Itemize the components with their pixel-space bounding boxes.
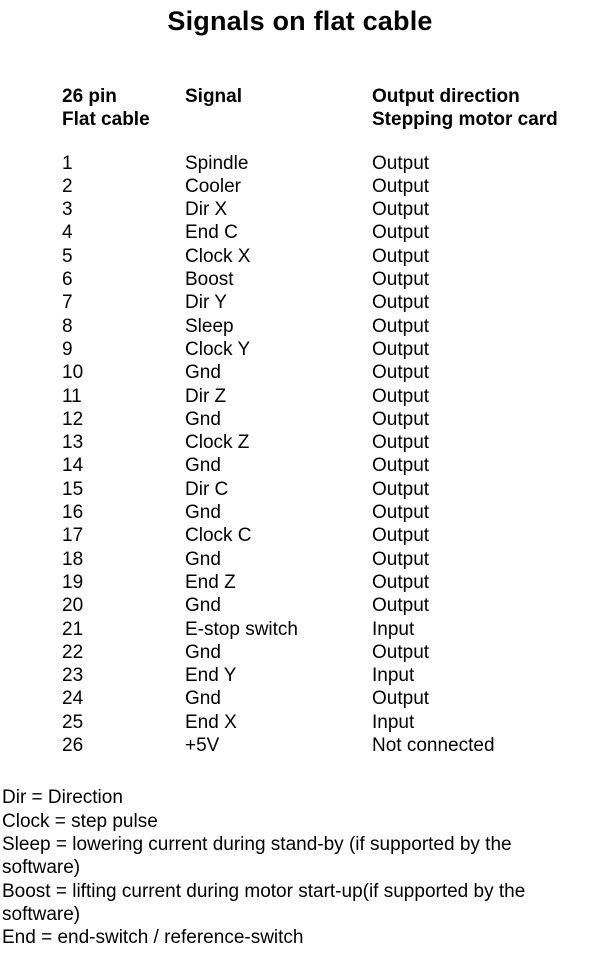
table-body bbox=[0, 152, 600, 758]
table-row bbox=[0, 408, 600, 431]
pin-number: 25 bbox=[62, 711, 84, 733]
direction-value: Output bbox=[372, 315, 430, 337]
legend-notes bbox=[0, 786, 600, 949]
direction-value: Output bbox=[372, 292, 430, 314]
signal-name: Clock Y bbox=[185, 338, 251, 360]
note-line: Boost = lifting current during motor start-up(if supported by the software) bbox=[2, 880, 526, 925]
signal-name: End Z bbox=[185, 571, 236, 593]
direction-value: Input bbox=[372, 711, 415, 733]
signal-name: End Y bbox=[185, 665, 237, 687]
table-row bbox=[0, 524, 600, 547]
pin-number: 3 bbox=[62, 199, 73, 221]
signal-name: Gnd bbox=[185, 455, 221, 477]
direction-value: Output bbox=[372, 641, 430, 663]
document-page bbox=[0, 6, 600, 957]
pin-number: 6 bbox=[62, 269, 73, 291]
table-row bbox=[0, 198, 600, 221]
note-line: Dir = Direction bbox=[2, 787, 123, 809]
direction-value: Output bbox=[372, 222, 430, 244]
header-pin-line1: 26 pin bbox=[62, 86, 117, 107]
direction-value: Output bbox=[372, 432, 430, 454]
direction-value: Output bbox=[372, 338, 430, 360]
direction-value: Output bbox=[372, 595, 430, 617]
signal-name: Dir Y bbox=[185, 292, 227, 314]
direction-value: Output bbox=[372, 571, 430, 593]
signal-name: Dir Z bbox=[185, 385, 227, 407]
header-direction-column bbox=[372, 85, 600, 132]
pin-number: 17 bbox=[62, 525, 84, 547]
header-direction-line2: Stepping motor card bbox=[372, 109, 558, 131]
direction-value: Output bbox=[372, 548, 430, 570]
table-row bbox=[0, 175, 600, 198]
signal-name: Spindle bbox=[185, 152, 249, 174]
pin-number: 5 bbox=[62, 245, 73, 267]
direction-value: Output bbox=[372, 245, 430, 267]
pin-number: 4 bbox=[62, 222, 73, 244]
signal-name: Dir X bbox=[185, 199, 228, 221]
table-row bbox=[0, 338, 600, 361]
pin-number: 8 bbox=[62, 315, 73, 337]
pin-number: 14 bbox=[62, 455, 84, 477]
signal-name: Boost bbox=[185, 269, 234, 291]
pin-number: 13 bbox=[62, 432, 84, 454]
page-title: Signals on flat cable bbox=[167, 6, 433, 36]
table-row bbox=[0, 664, 600, 687]
table-row bbox=[0, 431, 600, 454]
table-row bbox=[0, 478, 600, 501]
pin-number: 12 bbox=[62, 408, 84, 430]
signal-name: Clock Z bbox=[185, 432, 250, 454]
signal-name: Gnd bbox=[185, 408, 221, 430]
table-row bbox=[0, 711, 600, 734]
table-row bbox=[0, 501, 600, 524]
pin-number: 18 bbox=[62, 548, 84, 570]
direction-value: Output bbox=[372, 525, 430, 547]
table-row bbox=[0, 594, 600, 617]
signal-name: Gnd bbox=[185, 595, 221, 617]
direction-value: Output bbox=[372, 199, 430, 221]
table-row bbox=[0, 548, 600, 571]
table-row bbox=[0, 454, 600, 477]
note-line: Clock = step pulse bbox=[2, 810, 158, 832]
signal-name: Gnd bbox=[185, 641, 221, 663]
pin-number: 16 bbox=[62, 502, 84, 524]
pin-number: 1 bbox=[62, 152, 73, 174]
pin-number: 21 bbox=[62, 618, 84, 640]
signal-name: +5V bbox=[185, 735, 220, 757]
table-row bbox=[0, 315, 600, 338]
signal-name: Cooler bbox=[185, 175, 241, 197]
pin-number: 2 bbox=[62, 175, 73, 197]
direction-value: Input bbox=[372, 665, 415, 687]
header-pin-line2: Flat cable bbox=[62, 109, 150, 131]
direction-value: Output bbox=[372, 175, 430, 197]
direction-value: Not connected bbox=[372, 735, 495, 757]
direction-value: Output bbox=[372, 152, 430, 174]
signal-name: Clock X bbox=[185, 245, 251, 267]
pin-number: 23 bbox=[62, 665, 84, 687]
table-row bbox=[0, 221, 600, 244]
pin-number: 9 bbox=[62, 338, 73, 360]
table-row bbox=[0, 268, 600, 291]
pin-number: 26 bbox=[62, 735, 84, 757]
pin-number: 22 bbox=[62, 641, 84, 663]
signal-name: Gnd bbox=[185, 688, 221, 710]
direction-value: Output bbox=[372, 269, 430, 291]
note-line: Sleep = lowering current during stand-by (if supported by the software) bbox=[2, 833, 512, 879]
direction-value: Output bbox=[372, 478, 430, 500]
direction-value: Output bbox=[372, 385, 430, 407]
signal-name: End X bbox=[185, 711, 237, 733]
direction-value: Output bbox=[372, 688, 430, 710]
signal-table bbox=[0, 85, 600, 757]
table-row bbox=[0, 641, 600, 664]
pin-number: 20 bbox=[62, 595, 84, 617]
table-row bbox=[0, 734, 600, 757]
signal-name: Dir C bbox=[185, 478, 229, 500]
signal-name: E-stop switch bbox=[185, 618, 298, 640]
direction-value: Output bbox=[372, 455, 430, 477]
signal-name: Gnd bbox=[185, 548, 221, 570]
signal-name: Clock C bbox=[185, 525, 252, 547]
table-row bbox=[0, 385, 600, 408]
direction-value: Input bbox=[372, 618, 415, 640]
table-row bbox=[0, 291, 600, 314]
pin-number: 10 bbox=[62, 362, 84, 384]
pin-number: 24 bbox=[62, 688, 84, 710]
direction-value: Output bbox=[372, 502, 430, 524]
table-row bbox=[0, 245, 600, 268]
note-line: End = end-switch / reference-switch bbox=[2, 927, 304, 949]
table-row bbox=[0, 618, 600, 641]
table-header-row bbox=[0, 85, 600, 132]
pin-number: 11 bbox=[62, 385, 82, 407]
pin-number: 15 bbox=[62, 478, 84, 500]
header-pin-column bbox=[62, 85, 185, 132]
signal-name: End C bbox=[185, 222, 238, 244]
pin-number: 7 bbox=[62, 292, 73, 314]
pin-number: 19 bbox=[62, 571, 84, 593]
table-row bbox=[0, 152, 600, 175]
header-direction-line1: Output direction bbox=[372, 86, 520, 107]
header-signal-column: Signal bbox=[185, 86, 243, 107]
direction-value: Output bbox=[372, 362, 430, 384]
direction-value: Output bbox=[372, 408, 430, 430]
signal-name: Sleep bbox=[185, 315, 234, 337]
table-row bbox=[0, 571, 600, 594]
signal-name: Gnd bbox=[185, 362, 221, 384]
signal-name: Gnd bbox=[185, 502, 221, 524]
table-row bbox=[0, 687, 600, 710]
table-row bbox=[0, 361, 600, 384]
